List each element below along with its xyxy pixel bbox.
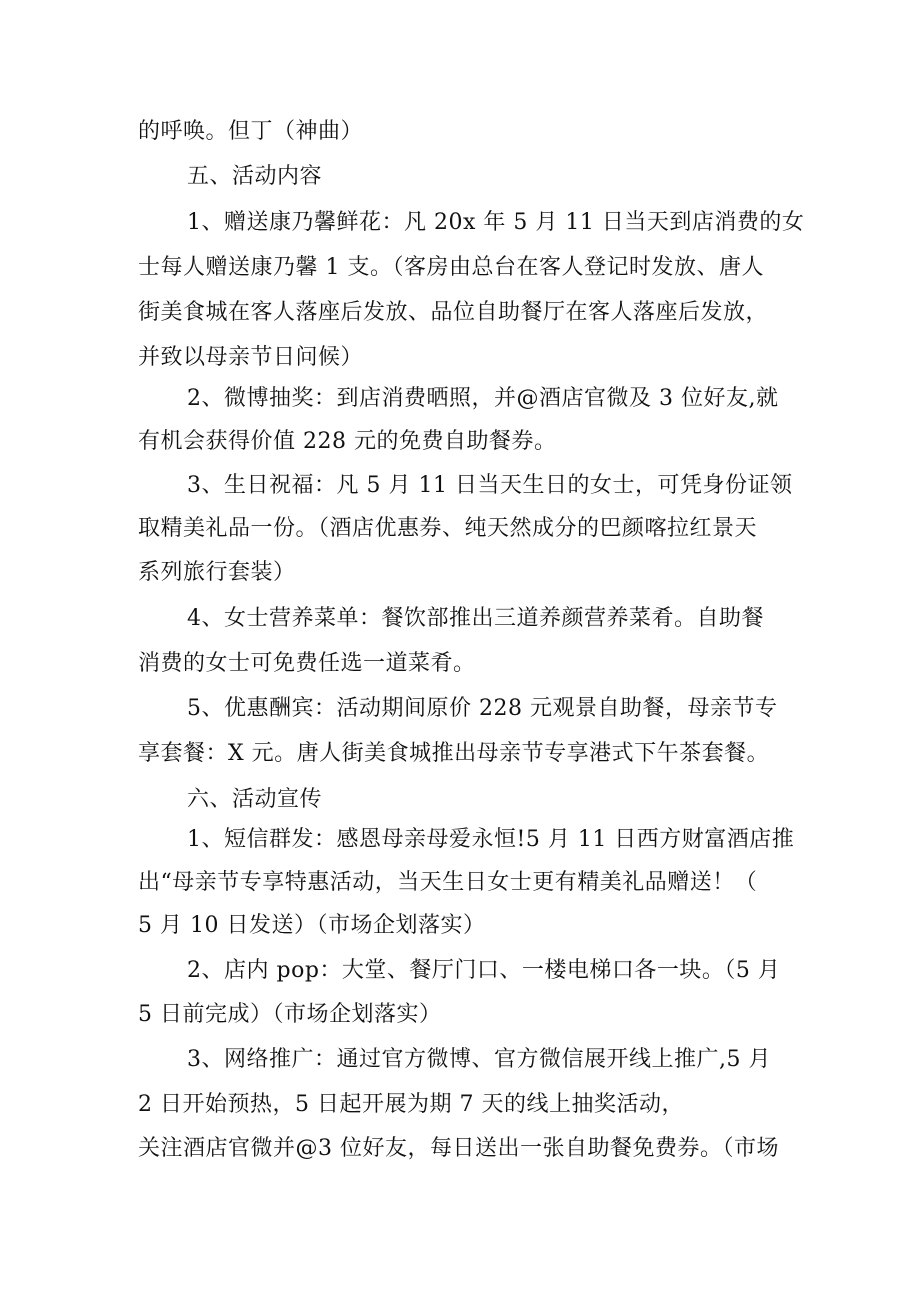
section-heading: 六、活动宣传 — [187, 787, 323, 812]
text-line: 2、微博抽奖：到店消费晒照，并@酒店官微及 3 位好友,就 — [187, 386, 779, 411]
text-line: 4、女士营养菜单：餐饮部推出三道养颜营养菜肴。自助餐 — [187, 606, 764, 631]
text-line: 并致以母亲节日问候） — [138, 345, 364, 370]
section-heading: 五、活动内容 — [187, 164, 323, 189]
text-line: 2、店内 pop：大堂、餐厅门口、一楼电梯口各一块。（5 月 — [187, 958, 781, 983]
text-line: 5 月 10 日发送）（市场企划落实） — [138, 913, 486, 938]
text-line: 有机会获得价值 228 元的免费自助餐券。 — [138, 429, 557, 454]
text-line: 关注酒店官微并@3 位好友，每日送出一张自助餐免费券。（市场 — [138, 1136, 779, 1161]
text-line: 3、生日祝福：凡 5 月 11 日当天生日的女士，可凭身份证领 — [187, 473, 793, 498]
text-line: 2 日开始预热，5 日起开展为期 7 天的线上抽奖活动， — [138, 1092, 684, 1117]
text-line: 5 日前完成）（市场企划落实） — [138, 1002, 442, 1027]
text-line: 街美食城在客人落座后发放、品位自助餐厅在客人落座后发放， — [138, 300, 769, 325]
text-line: 出“母亲节专享特惠活动，当天生日女士更有精美礼品赠送！（ — [138, 870, 758, 895]
text-line: 士每人赠送康乃馨 1 支。（客房由总台在客人登记时发放、唐人 — [138, 255, 764, 280]
text-line: 1、赠送康乃馨鲜花：凡 20x 年 5 月 11 日当天到店消费的女 — [187, 210, 805, 235]
text-line: 消费的女士可免费任选一道菜肴。 — [138, 651, 476, 676]
text-line: 的呼唤。但丁（神曲） — [138, 119, 364, 144]
text-line: 享套餐：X 元。唐人街美食城推出母亲节专享港式下午茶套餐。 — [138, 741, 770, 766]
text-line: 系列旅行套装） — [138, 560, 296, 585]
text-line: 5、优惠酬宾：活动期间原价 228 元观景自助餐，母亲节专 — [187, 696, 778, 721]
text-line: 取精美礼品一份。（酒店优惠券、纯天然成分的巴颜喀拉红景天 — [138, 516, 758, 541]
text-line: 1、短信群发：感恩母亲母爱永恒!5 月 11 日西方财富酒店推 — [187, 827, 795, 852]
text-line: 3、网络推广：通过官方微博、官方微信展开线上推广,5 月 — [187, 1047, 771, 1072]
